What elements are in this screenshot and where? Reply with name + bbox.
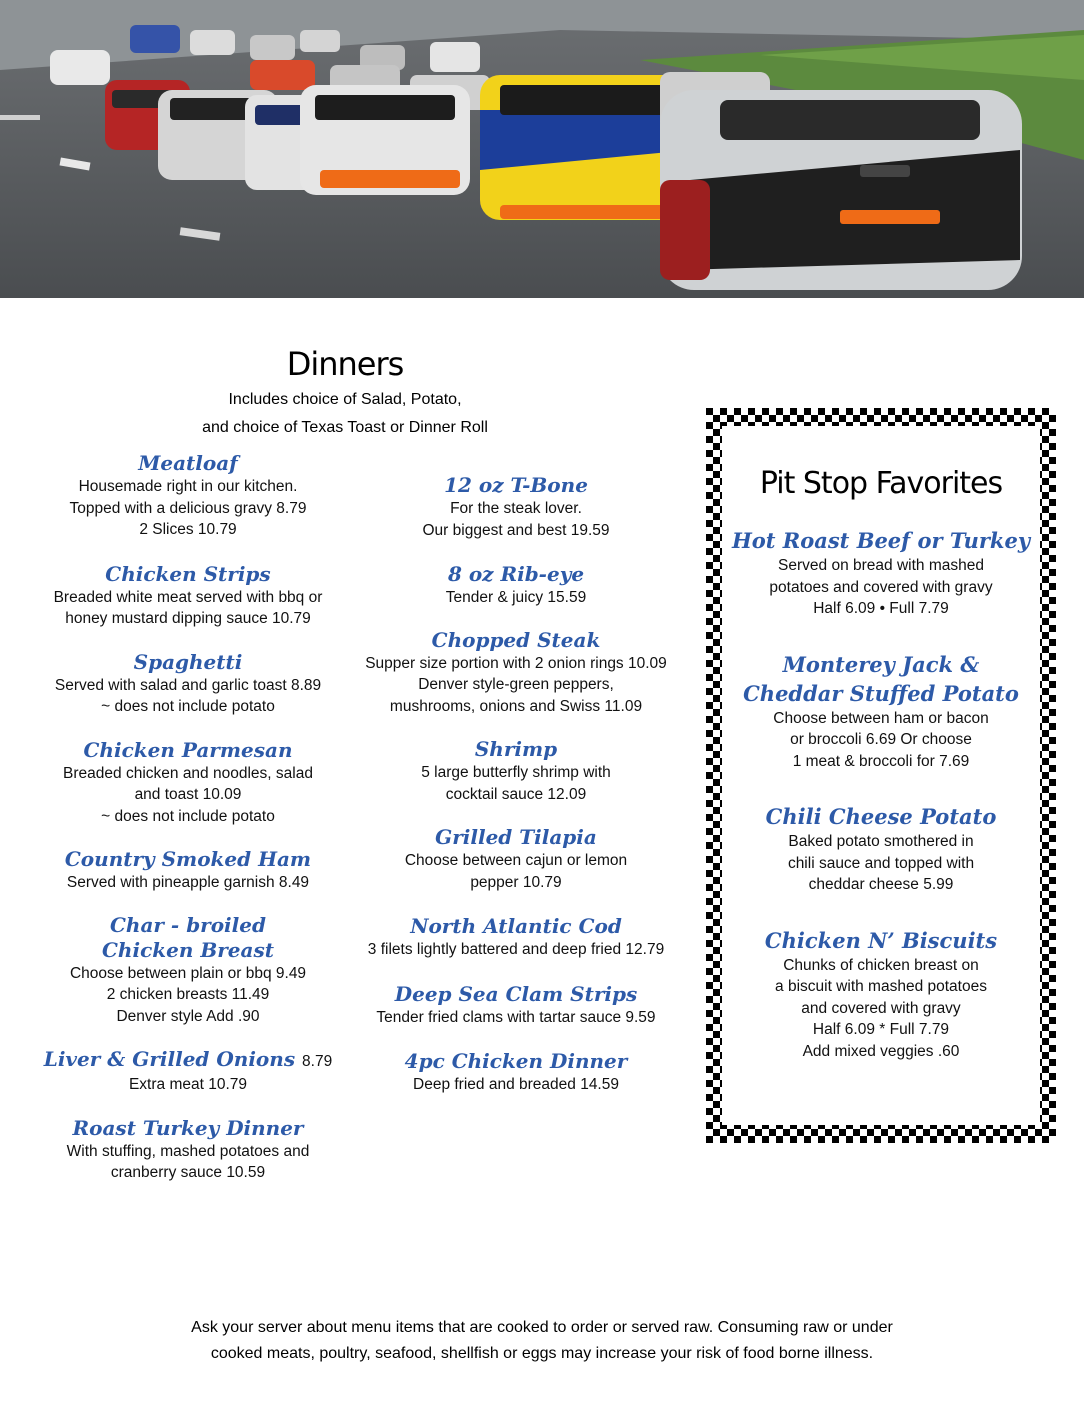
menu-item-t-bone bbox=[350, 473, 682, 541]
menu-item-country-smoked-ham bbox=[40, 847, 336, 894]
menu-item-desc: Choose between cajun or lemon pepper 10.79 bbox=[404, 852, 628, 891]
menu-item-deep-sea-clam-strips bbox=[350, 982, 682, 1029]
fav-item-hot-roast-beef bbox=[722, 526, 1040, 620]
dinners-left-column bbox=[40, 451, 336, 1204]
dinners-middle-column bbox=[350, 473, 682, 1116]
menu-item-name: Chicken Strips bbox=[105, 561, 271, 586]
dinners-title: Dinners bbox=[286, 345, 404, 383]
disclaimer-line1: Ask your server about menu items that are cooked to order or served raw. Consuming raw or under bbox=[191, 1319, 893, 1336]
menu-item-name: Liver & Grilled Onions bbox=[43, 1047, 296, 1071]
menu-item-name: 8 oz Rib-eye bbox=[447, 562, 585, 586]
menu-item-desc: Breaded white meat served with bbq or honey mustard dipping sauce 10.79 bbox=[53, 588, 323, 627]
menu-item-desc: Deep fried and breaded 14.59 bbox=[413, 1076, 619, 1093]
menu-item-desc: Choose between ham or bacon or broccoli 6.69 Or choose 1 meat & broccoli for 7.69 bbox=[773, 709, 989, 770]
menu-item-name: Shrimp bbox=[474, 737, 558, 761]
pit-stop-favorites-title: Pit Stop Favorites bbox=[759, 466, 1003, 501]
menu-item-name: Meatloaf bbox=[138, 451, 238, 475]
dinners-subtitle-line2: and choice of Texas Toast or Dinner Roll bbox=[202, 419, 488, 436]
menu-item-name: Chili Cheese Potato bbox=[765, 804, 997, 829]
menu-item-roast-turkey-dinner bbox=[40, 1116, 336, 1184]
fav-item-chicken-n-biscuits bbox=[722, 926, 1040, 1063]
menu-item-desc: Supper size portion with 2 onion rings 10.09 Denver style-green peppers, mushrooms, onions and Swiss 11.09 bbox=[365, 654, 667, 715]
menu-item-spaghetti bbox=[40, 650, 336, 718]
menu-item-desc: Choose between plain or bbq 9.49 2 chicken breasts 11.49 Denver style Add .90 bbox=[69, 964, 307, 1025]
checkered-border bbox=[706, 408, 1056, 1143]
menu-item-liver-grilled-onions bbox=[40, 1047, 336, 1096]
menu-item-chicken-strips bbox=[40, 562, 336, 630]
fav-item-stuffed-potato bbox=[722, 650, 1040, 773]
menu-item-desc: For the steak lover. Our biggest and best 19.59 bbox=[422, 500, 610, 539]
menu-item-desc: Housemade right in our kitchen. Topped with a delicious gravy 8.79 2 Slices 10.79 bbox=[69, 478, 307, 538]
menu-item-desc: Chunks of chicken breast on a biscuit with mashed potatoes and covered with gravy Half 6.09 * Full 7.79 Add mixed veggies .60 bbox=[775, 956, 987, 1060]
race-car-photo bbox=[0, 0, 1084, 298]
menu-item-rib-eye bbox=[350, 562, 682, 609]
menu-item-desc: 5 large butterfly shrimp with cocktail sauce 12.09 bbox=[421, 764, 611, 803]
menu-item-desc: Served with salad and garlic toast 8.89 ~ does not include potato bbox=[54, 676, 322, 715]
menu-item-desc: Served on bread with mashed potatoes and covered with gravy Half 6.09 • Full 7.79 bbox=[769, 557, 993, 617]
menu-item-char-broiled-chicken-breast bbox=[40, 913, 336, 1028]
menu-item-name: North Atlantic Cod bbox=[410, 914, 622, 938]
menu-item-price: 8.79 bbox=[302, 1053, 333, 1070]
menu-item-desc: Tender fried clams with tartar sauce 9.59 bbox=[376, 1008, 656, 1026]
pit-stop-favorites-panel bbox=[722, 426, 1040, 1125]
menu-item-shrimp bbox=[350, 737, 682, 805]
menu-item-name: Deep Sea Clam Strips bbox=[394, 981, 638, 1006]
menu-item-name: Monterey Jack & Cheddar Stuffed Potato bbox=[743, 651, 1019, 706]
food-safety-disclaimer bbox=[150, 1315, 934, 1367]
menu-item-name: Spaghetti bbox=[133, 649, 243, 674]
menu-item-name: Hot Roast Beef or Turkey bbox=[731, 528, 1031, 553]
menu-item-name-row bbox=[40, 1047, 336, 1074]
menu-item-name: Roast Turkey Dinner bbox=[72, 1115, 304, 1140]
menu-item-4pc-chicken-dinner bbox=[350, 1049, 682, 1096]
menu-item-desc: With stuffing, mashed potatoes and cranberry sauce 10.59 bbox=[66, 1142, 310, 1181]
menu-item-chicken-parmesan bbox=[40, 738, 336, 828]
favorites-list bbox=[722, 526, 1040, 1095]
menu-item-name: Grilled Tilapia bbox=[435, 825, 597, 849]
disclaimer-line2: cooked meats, poultry, seafood, shellfish or eggs may increase your risk of food borne illness. bbox=[210, 1345, 874, 1362]
menu-item-grilled-tilapia bbox=[350, 825, 682, 893]
menu-item-name: Char - broiled Chicken Breast bbox=[102, 912, 274, 962]
menu-item-desc: 3 filets lightly battered and deep fried 12.79 bbox=[367, 941, 665, 958]
dinners-subtitle bbox=[150, 386, 540, 442]
fav-item-chili-cheese-potato bbox=[722, 802, 1040, 896]
menu-item-meatloaf bbox=[40, 451, 336, 541]
menu-item-desc: Extra meat 10.79 bbox=[128, 1076, 248, 1093]
menu-item-name: Country Smoked Ham bbox=[64, 847, 312, 871]
menu-item-desc: Baked potato smothered in chili sauce and topped with cheddar cheese 5.99 bbox=[787, 833, 975, 893]
menu-item-desc: Breaded chicken and noodles, salad and toast 10.09 ~ does not include potato bbox=[63, 764, 313, 825]
menu-item-name: Chicken N’ Biscuits bbox=[764, 927, 998, 953]
menu-item-name: Chopped Steak bbox=[431, 627, 601, 652]
menu-item-name: Chicken Parmesan bbox=[83, 737, 293, 762]
menu-item-name: 12 oz T-Bone bbox=[444, 473, 588, 497]
menu-item-chopped-steak bbox=[350, 628, 682, 718]
menu-item-north-atlantic-cod bbox=[350, 914, 682, 961]
dinners-subtitle-line1: Includes choice of Salad, Potato, bbox=[228, 391, 462, 408]
menu-item-desc: Tender & juicy 15.59 bbox=[445, 589, 587, 606]
menu-item-desc: Served with pineapple garnish 8.49 bbox=[66, 874, 310, 891]
menu-item-name: 4pc Chicken Dinner bbox=[404, 1049, 628, 1073]
